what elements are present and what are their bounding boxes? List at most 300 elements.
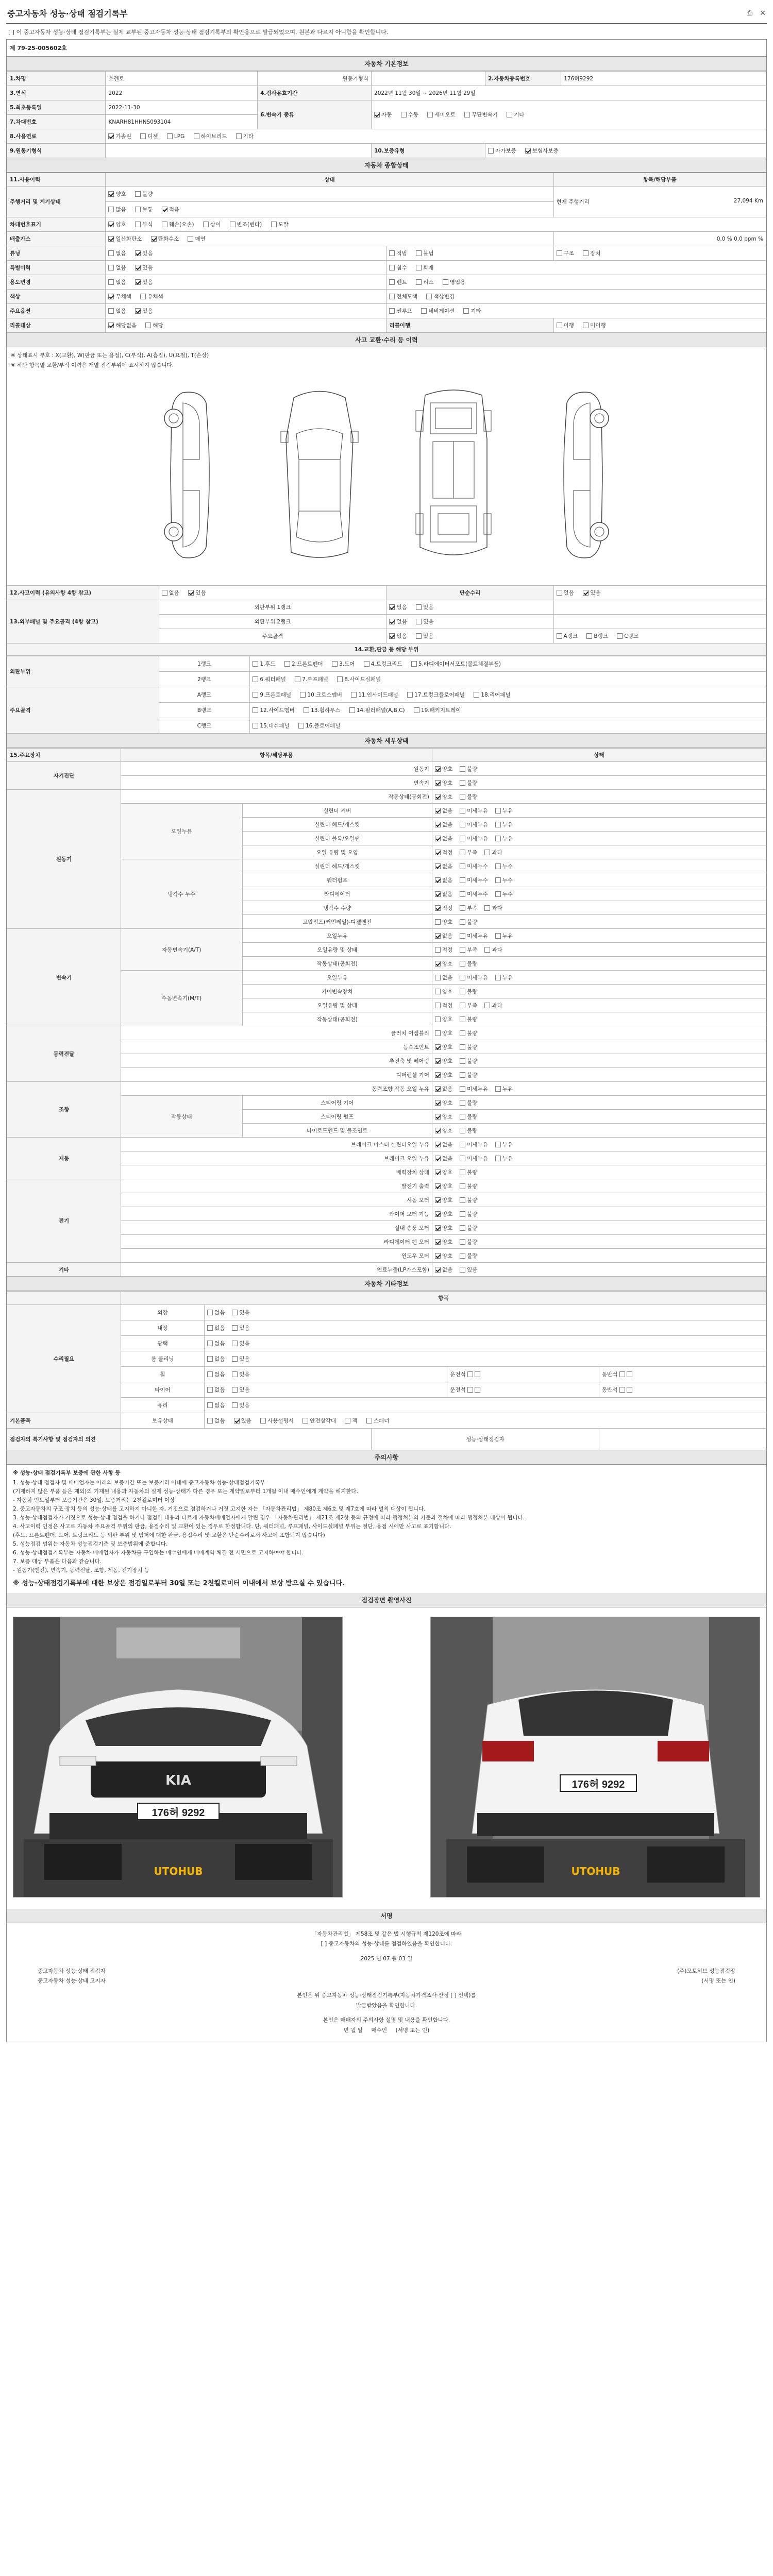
detail-item: 오일유량 및 상태 — [242, 998, 432, 1012]
basic-label: 1.차명 — [7, 72, 106, 86]
detail-item: 기어변속장치 — [242, 985, 432, 998]
checkbox — [460, 1156, 465, 1161]
checkbox — [435, 1267, 441, 1273]
document-title: 중고자동차 성능·상태 점검기록부 — [7, 9, 128, 19]
overall-row-label: 특별이력 — [7, 261, 106, 275]
notes-item: 6. 성능·상태점검기록부는 자동차 매매업자가 자동차를 구입하는 매수인에게 매매계약 체결 전 서면으로 고지하여야 합니다. — [13, 1550, 304, 1556]
detail-state: 양호 불량 — [432, 1026, 766, 1040]
basic-label: 9.원동기형식 — [7, 144, 106, 158]
detail-row — [7, 1082, 766, 1096]
detail-row — [7, 1263, 766, 1277]
basic-value: 2022 — [106, 86, 258, 100]
detail-subgroup: 작동상태 — [121, 1096, 242, 1138]
detail-status-table: 15.주요장치 항목/해당부품 상태 자기진단 원동기 양호 불량 변속기 양호 불량 원동기 작동상태(공회전) 양호 불량 오일누유 실린더 커버 없음 미세누유 누유 실린더 헤드/개스킷 없음 미세누유 누유 실린더 블록/오일팬 없음 미세누유 누유 오일 유량 및 오염 적정 부족 과다 냉각수 누수 실린더 헤드/개스킷 없음 미세누수 누수 워터펌프 없음 미세누수 누수 라디에이터 없음 미세누수 누수 냉각수 수량 적정 부족 과다 고압펌프(커먼레일)-디젤엔진 양호 불량 변속기 자동변속기(A/T) 오일누유 없음 미세누유 누유 오일유량 및 상태 적정 부족 과다 작동상태(공회전) 양호 불량 수동변속기(M/T) 오일누유 없음 미세누유 누유 기어변속장치 양호 불량 오일유량 및 상태 적정 부족 과다 작동상태(공회전) 양호 불량 동력전달 클러치 어셈블리 양호 불량 등속조인트 양호 불량 추진축 및 베어링 양호 불량 디퍼렌셜 기어 양호 불량 조향 동력조향 작동 오일 누유 없음 미세누유 누유 작동상태 스티어링 기어 양호 불량 스티어링 펌프 양호 불량 타이로드엔드 및 볼조인트 양호 불량 제동 브레이크 마스터 실린더오일 누유 없음 미세누유 누유 브레이크 오일 누유 없음 미세누유 누유 배력장치 상태 양호 불량 전기 발전기 출력 양호 불량 시동 모터 양호 불량 와이퍼 모터 기능 양호 불량 실내 송풍 모터 양호 불량 라디에이터 팬 모터 양호 불량 윈도우 모터 양호 불량 기타 연료누출(LP가스포함) 없음 있음 — [7, 748, 766, 1277]
detail-row — [7, 1221, 766, 1235]
overall-row-label: 주요옵션 — [7, 304, 106, 318]
overall-head: 11.사용이력 — [7, 173, 106, 187]
checkbox — [435, 1030, 441, 1036]
detail-state: 없음 미세누유 누유 — [432, 971, 766, 985]
accident-label: 12.사고이력 (유의사항 4항 참고) — [7, 586, 159, 600]
detail-state: 양호 불량 — [432, 776, 766, 790]
checkbox — [435, 1086, 441, 1092]
checkbox — [484, 1003, 490, 1008]
checkbox — [525, 148, 531, 154]
checkbox — [460, 863, 465, 869]
basic-value: 176허9292 — [561, 72, 766, 86]
detail-group: 변속기 — [7, 929, 121, 1026]
repair-label: 단순수리 — [386, 586, 553, 600]
detail-item: 배력장치 상태 — [121, 1165, 432, 1179]
detail-item: 등속조인트 — [121, 1040, 432, 1054]
checkbox — [460, 933, 465, 939]
checkbox — [435, 891, 441, 897]
checkbox — [435, 780, 441, 786]
detail-state: 양호 불량 — [432, 1124, 766, 1138]
checkbox — [460, 1044, 465, 1050]
checkbox — [460, 1239, 465, 1245]
basic-value — [106, 144, 372, 158]
checkbox — [460, 877, 465, 883]
detail-item: 타이로드엔드 및 볼조인트 — [242, 1124, 432, 1138]
detail-item: 스티어링 기어 — [242, 1096, 432, 1110]
photos-section — [7, 1607, 766, 1909]
detail-item: 실린더 커버 — [242, 804, 432, 818]
inspector-name: (주)모토허브 성능점검장 — [677, 1968, 735, 1974]
detail-item: 실린더 헤드/개스킷 — [242, 859, 432, 873]
front-plate: 176허 9292 — [137, 1803, 220, 1820]
detail-item: 변속기 — [121, 776, 432, 790]
detail-subgroup: 수동변속기(M/T) — [121, 971, 242, 1026]
overall-status-table: 11.사용이력 상태 항목/해당부품 주행거리 및 계기상태 양호 불량 현재 주행거리 27,094 Km 많음 보통 적음 차대번호표기 양호 부식 훼손(오손) 상이 변조(변타) 도말 배출가스 일산화탄소 탄화수소 매연 0.0 % 0.0 ppm % 튜닝 없음 있음 적법 불법 구조 장치 특별이력 없음 있음 침수 화재 용도변경 없음 있음 렌트 리스 영업용 색상 무채색 유채색 전체도색 색상변경 주요옵션 없음 있음 썬루프 네비게이션 기타 리콜대상 해당없음 해당 리콜이행 이행 미이행 — [7, 173, 766, 333]
checkbox — [435, 1044, 441, 1050]
checkbox — [135, 207, 141, 212]
checkbox — [484, 905, 490, 911]
detail-item: 연료누출(LP가스포함) — [121, 1263, 432, 1277]
checkbox — [460, 1086, 465, 1092]
detail-row — [7, 1054, 766, 1068]
checkbox — [495, 975, 501, 980]
detail-group: 원동기 — [7, 790, 121, 929]
checkbox — [435, 961, 441, 967]
detail-row — [7, 1179, 766, 1193]
checkbox — [460, 850, 465, 855]
checkbox — [460, 1016, 465, 1022]
checkbox — [435, 1239, 441, 1245]
checkbox — [435, 1003, 441, 1008]
sign-date: 2025 년 07 월 03 일 — [360, 1955, 413, 1962]
checkbox — [374, 112, 380, 117]
notes-item: 4. 사고이력 인정은 사고로 자동차 주요골격 부위의 판금, 용접수리 및 교환이 있는 경우로 한정합니다. 단, 쿼터패널, 루프패널, 사이드실패널 부위는 절단, 용접 시에만 사고로 표기합니다. — [13, 1523, 451, 1530]
detail-state: 적정 부족 과다 — [432, 845, 766, 859]
detail-item: 라디에이터 — [242, 887, 432, 901]
notes-head: ※ 성능·상태 점검기록부 보증에 관한 사항 등 — [13, 1470, 121, 1476]
detail-item: 작동상태(공회전) — [242, 1012, 432, 1026]
checkbox — [460, 1225, 465, 1231]
checkbox — [401, 112, 407, 117]
title-bar — [6, 3, 767, 24]
checkbox — [435, 1197, 441, 1203]
checkbox — [460, 1058, 465, 1064]
detail-row — [7, 1165, 766, 1179]
buyer-sign-line: 년 월 일 매수인 (서명 또는 인) — [343, 2027, 430, 2033]
overall-row-label: 차대번호표기 — [7, 217, 106, 232]
detail-row — [7, 804, 766, 818]
detail-item: 추진축 및 베어링 — [121, 1054, 432, 1068]
car-right-side-icon — [544, 382, 621, 568]
checkbox — [435, 766, 441, 772]
detail-row — [7, 790, 766, 804]
emission-values: 0.0 % 0.0 ppm % — [553, 232, 766, 246]
notes-item: 2. 중고자동차의 구조·장치 등의 성능·상태를 고지하지 아니한 자, 거짓으로 점검하거나 거짓 고지한 자는 「자동차관리법」 제80조 제6호 및 제7호에 따라 벌칙 대상이 됩니다. — [13, 1506, 426, 1512]
detail-item: 원동기 — [121, 762, 432, 776]
checkbox — [435, 822, 441, 827]
checkbox — [460, 1114, 465, 1120]
damage-legend-line: ※ 하단 항목별 교환/부식 이력은 개별 점검부위에 표시하지 않습니다. — [11, 362, 174, 368]
checkbox — [495, 863, 501, 869]
checkbox — [435, 947, 441, 953]
overall-row-label: 리콜대상 — [7, 318, 106, 333]
detail-state: 없음 미세누수 누수 — [432, 887, 766, 901]
basic-label: 5.최초등록일 — [7, 100, 106, 115]
checkbox — [495, 1156, 501, 1161]
checkbox — [435, 1225, 441, 1231]
detail-item: 시동 모터 — [121, 1193, 432, 1207]
damage-legend-line: ※ 상태표시 부호 : X(교환), W(판금 또는 용접), C(부식), A(흠집), U(요철), T(손상) — [11, 352, 209, 359]
detail-item: 브레이크 오일 누유 — [121, 1151, 432, 1165]
svg-text:KIA: KIA — [165, 1773, 191, 1789]
parts-table: 외판부위 1랭크 1.후드 2.프론트펜더 3.도어 4.트렁크리드 5.라디에이터서포트(볼트체결부품) 2랭크 6.쿼터패널 7.루프패널 8.사이드실패널 주요골격 A랭크 9.프론트패널 10.크로스멤버 11.인사이드패널 17.트렁크플로어패널 18.리어패널 B랭크 12.사이드멤버 13.휠하우스 14.필러패널(A,B,C) 19.패키지트레이 C랭크 15.대쉬패널 16.플로어패널 — [7, 656, 766, 734]
checkbox — [435, 863, 441, 869]
detail-state: 없음 미세누유 누유 — [432, 1151, 766, 1165]
detail-state: 적정 부족 과다 — [432, 901, 766, 915]
detail-item: 고압펌프(커먼레일)-디젤엔진 — [242, 915, 432, 929]
checkbox — [460, 1267, 465, 1273]
notes-item: - 자동차 인도일부터 보증기간은 30일, 보증거리는 2천킬로미터 이상 — [13, 1497, 175, 1503]
basic-info-title: 자동차 기본정보 — [7, 57, 766, 71]
notes-footer: ※ 성능·상태점검기록부에 대한 보상은 점검일로부터 30일 또는 2천킬로미터 이내에서 보상 받으실 수 있습니다. — [13, 1580, 345, 1587]
checkbox — [495, 836, 501, 841]
detail-state: 양호 불량 — [432, 1179, 766, 1193]
basic-value: 쏘렌토 — [106, 72, 258, 86]
car-underbody-icon — [410, 382, 497, 568]
document-number: 제 79-25-005602호 — [10, 45, 67, 52]
checkbox — [435, 1100, 441, 1106]
detail-row — [7, 1026, 766, 1040]
detail-state: 양호 불량 — [432, 915, 766, 929]
checkbox — [495, 808, 501, 814]
mileage-value-cell: 현재 주행거리 27,094 Km — [553, 187, 766, 217]
basic-label: 7.차대번호 — [7, 115, 106, 129]
checkbox — [460, 1003, 465, 1008]
checkbox — [435, 1058, 441, 1064]
detail-state: 양호 불량 — [432, 1096, 766, 1110]
rear-plate: 176허 9292 — [560, 1774, 637, 1792]
detail-row — [7, 1207, 766, 1221]
checkbox — [435, 933, 441, 939]
notifier-row: 중고자동차 성능·상태 고지자 (서명 또는 인) — [38, 1977, 735, 1984]
overall-status-title: 자동차 종합상태 — [7, 158, 766, 173]
detail-state: 양호 불량 — [432, 1221, 766, 1235]
checkbox — [108, 207, 114, 212]
detail-status-title: 자동차 세부상태 — [7, 734, 766, 748]
detail-state: 없음 미세누유 누유 — [432, 818, 766, 832]
checkbox — [460, 1072, 465, 1078]
recall-label: 리콜이행 — [386, 318, 553, 333]
checkbox — [464, 112, 470, 117]
checkbox — [435, 1170, 441, 1175]
checkbox — [236, 133, 242, 139]
checkbox — [495, 891, 501, 897]
detail-item: 브레이크 마스터 실린더오일 누유 — [121, 1138, 432, 1151]
detail-group: 기타 — [7, 1263, 121, 1277]
detail-state: 양호 불량 — [432, 1040, 766, 1054]
checkbox — [435, 1142, 441, 1147]
checkbox — [140, 133, 146, 139]
notes-item: (기재하지 않은 부품 등은 제외)의 기재된 내용과 자동차의 실제 성능·상태가 다른 경우 또는 계약일로부터 1개월 이내 매수인에게 계약을 해지한다. — [13, 1488, 358, 1495]
detail-row — [7, 1096, 766, 1110]
detail-row — [7, 1193, 766, 1207]
detail-item: 실린더 헤드/개스킷 — [242, 818, 432, 832]
checkbox — [435, 1183, 441, 1189]
detail-state: 양호 불량 — [432, 1235, 766, 1249]
checkbox — [435, 989, 441, 994]
detail-state: 양호 불량 — [432, 1165, 766, 1179]
detail-row — [7, 1235, 766, 1249]
checkbox — [460, 961, 465, 967]
detail-item: 스티어링 펌프 — [242, 1110, 432, 1124]
document-number-row — [7, 40, 766, 57]
detail-state: 양호 불량 — [432, 1110, 766, 1124]
detail-group: 조향 — [7, 1082, 121, 1138]
detail-item: 실린더 블록/오일팬 — [242, 832, 432, 845]
checkbox — [435, 836, 441, 841]
title-icons — [747, 9, 766, 18]
detail-item: 와이퍼 모터 기능 — [121, 1207, 432, 1221]
checkbox — [460, 1100, 465, 1106]
checkbox — [495, 1086, 501, 1092]
inspector-row: 중고자동차 성능·상태 점검자 (주)모토허브 성능점검장 — [38, 1968, 735, 1974]
transmission-options: 자동 수동 세미오토 무단변속기 기타 — [372, 100, 766, 129]
detail-state: 양호 불량 — [432, 985, 766, 998]
checkbox — [435, 1211, 441, 1217]
basic-label: 10.보증유형 — [372, 144, 485, 158]
checkbox — [108, 133, 114, 139]
checkbox — [495, 822, 501, 827]
detail-row — [7, 776, 766, 790]
lift-brand-text: UTOHUB — [154, 1865, 203, 1878]
record-container — [6, 39, 767, 2042]
basic-label: 2.자동차등록번호 — [485, 72, 561, 86]
checkbox — [460, 1211, 465, 1217]
mileage-km: 27,094 Km — [733, 198, 763, 204]
detail-state: 양호 불량 — [432, 1193, 766, 1207]
car-left-side-icon — [152, 382, 229, 568]
checkbox — [460, 1183, 465, 1189]
checkbox — [435, 1072, 441, 1078]
other-info-title: 자동차 기타정보 — [7, 1277, 766, 1291]
detail-state: 없음 있음 — [432, 1263, 766, 1277]
warranty-options: 자가보증 보험사보증 — [485, 144, 766, 158]
overall-row-label: 색상 — [7, 290, 106, 304]
rear-photo — [430, 1617, 760, 1897]
checkbox — [488, 148, 494, 154]
buyer-confirm: 본인은 위 중고자동차 성능·상태점검기록부(자동차가격조사·산정 [ ] 선택)를 발급받았음을 확인합니다. 본인은 매매자의 주의사항 설명 및 내용을 확인합니다. 년 월 일 매수인 (서명 또는 인) — [7, 1986, 766, 2042]
detail-item: 실내 송풍 모터 — [121, 1221, 432, 1235]
checkbox — [435, 975, 441, 980]
overall-row-label: 튜닝 — [7, 246, 106, 261]
basic-label: 원동기형식 — [258, 72, 372, 86]
basic-value: KNARH81HHNS093104 — [106, 115, 258, 129]
checkbox — [460, 947, 465, 953]
detail-item: 윈도우 모터 — [121, 1249, 432, 1263]
detail-state: 양호 불량 — [432, 1068, 766, 1082]
detail-state: 없음 미세누유 누유 — [432, 1082, 766, 1096]
checkbox — [435, 1016, 441, 1022]
accident-table: 12.사고이력 (유의사항 4항 참고) 없음 있음 단순수리 없음 있음 13.외부패널 및 주요골격 (4항 참고) 외판부위 1랭크 없음 있음 외판부위 2랭크 없음 있음 주요골격 없음 있음 A랭크 B랭크 C랭크 14.교환,판금 등 해당 부위 — [7, 585, 766, 656]
overall-row-label: 용도변경 — [7, 275, 106, 290]
detail-item: 클러치 어셈블리 — [121, 1026, 432, 1040]
detail-item: 워터펌프 — [242, 873, 432, 887]
detail-group: 전기 — [7, 1179, 121, 1263]
checkbox — [460, 919, 465, 925]
checkbox — [460, 975, 465, 980]
detail-item: 오일유량 및 상태 — [242, 943, 432, 957]
checkbox — [460, 780, 465, 786]
checkbox — [427, 112, 433, 117]
checkbox — [435, 1253, 441, 1259]
checkbox — [135, 191, 141, 197]
notes-item: 1. 성능·상태 점검자 및 매매업자는 아래의 보증기간 또는 보증거리 이내에 중고자동차 성능·상태점검기록부 — [13, 1480, 265, 1486]
detail-state: 없음 미세누수 누수 — [432, 859, 766, 873]
mileage-options: 양호 불량 — [106, 187, 553, 202]
basic-info-table — [7, 71, 766, 158]
overall-head: 항목/해당부품 — [553, 173, 766, 187]
checkbox — [460, 794, 465, 800]
detail-subgroup: 오일누유 — [121, 804, 242, 859]
detail-state: 적정 부족 과다 — [432, 998, 766, 1012]
basic-label: 4.검사유효기간 — [258, 86, 372, 100]
checkbox — [460, 766, 465, 772]
checkbox — [460, 808, 465, 814]
detail-row — [7, 929, 766, 943]
checkbox — [167, 133, 173, 139]
detail-state: 양호 불량 — [432, 1054, 766, 1068]
checkbox — [435, 1114, 441, 1120]
checkbox — [460, 891, 465, 897]
checkbox — [507, 112, 512, 117]
detail-item: 냉각수 수량 — [242, 901, 432, 915]
front-photo — [13, 1617, 343, 1897]
detail-item: 오일누유 — [242, 929, 432, 943]
sign-title: 서명 — [7, 1909, 766, 1923]
detail-group: 자기진단 — [7, 762, 121, 790]
print-icon[interactable]: ⎙ — [747, 9, 753, 18]
checkbox — [460, 1030, 465, 1036]
close-icon[interactable]: ✕ — [760, 9, 766, 18]
detail-group: 동력전달 — [7, 1026, 121, 1082]
notes-section — [7, 1465, 766, 1593]
checkbox — [460, 989, 465, 994]
notes-title: 주의사항 — [7, 1450, 766, 1465]
notes-item: 7. 보증 대상 부품은 다음과 같습니다. — [13, 1558, 102, 1565]
basic-value: 2022-11-30 — [106, 100, 258, 115]
checkbox — [460, 1170, 465, 1175]
notes-item: 5. 성능점검 범위는 자동차 성능점검기준 및 보증범위에 준합니다. — [13, 1541, 168, 1547]
checkbox — [460, 1142, 465, 1147]
damage-history-title: 사고 교환·수리 등 이력 — [7, 333, 766, 347]
detail-item: 오일 유량 및 오염 — [242, 845, 432, 859]
detail-row — [7, 1138, 766, 1151]
detail-item: 오일누유 — [242, 971, 432, 985]
mileage-state-options: 많음 보통 적음 — [106, 202, 553, 217]
detail-state: 양호 불량 — [432, 762, 766, 776]
detail-status-body — [7, 762, 766, 1277]
basic-value — [372, 72, 485, 86]
detail-state: 양호 불량 — [432, 957, 766, 971]
damage-legend — [7, 347, 766, 371]
detail-item: 라디에이터 팬 모터 — [121, 1235, 432, 1249]
checkbox — [435, 877, 441, 883]
checkbox — [460, 822, 465, 827]
checkbox — [460, 1253, 465, 1259]
checkbox — [495, 877, 501, 883]
checkbox — [484, 947, 490, 953]
checkbox — [435, 1128, 441, 1133]
lift-brand-text: UTOHUB — [571, 1865, 620, 1878]
checkbox — [460, 1128, 465, 1133]
detail-state: 양호 불량 — [432, 790, 766, 804]
notice-text: [ ] 이 중고자동차 성능·상태 점검기록부는 실제 교부된 중고자동차 성능·상태 점검기록부의 확인용으로 발급되었으며, 원본과 다르지 아니함을 확인합니다. — [8, 29, 389, 36]
checkbox — [435, 1156, 441, 1161]
detail-subgroup: 자동변속기(A/T) — [121, 929, 242, 971]
detail-item: 작동상태(공회전) — [121, 790, 432, 804]
notes-item: - 원동기(엔진), 변속기, 동력전달, 조향, 제동, 전기장치 등 — [13, 1567, 150, 1573]
photos-title: 점검장면 촬영사진 — [7, 1593, 766, 1607]
checkbox — [495, 933, 501, 939]
notes-item: 3. 성능·상태점검자가 거짓으로 성능·상태 점검을 하거나 점검한 내용과 다르게 자동차매매업자에게 알린 경우 「자동차관리법」 제21조 제2항 등의 규정에 따라 행정처분의 기준과 절차에 따라 행정처분 대상이 됩니다. — [13, 1515, 525, 1521]
detail-item: 동력조향 작동 오일 누유 — [121, 1082, 432, 1096]
checkbox — [194, 133, 199, 139]
detail-item: 발전기 출력 — [121, 1179, 432, 1193]
parts-title: 14.교환,판금 등 해당 부위 — [7, 643, 766, 656]
checkbox — [435, 905, 441, 911]
detail-state: 없음 미세누수 누수 — [432, 873, 766, 887]
basic-label: 3.연식 — [7, 86, 106, 100]
checkbox — [484, 850, 490, 855]
checkbox — [495, 1142, 501, 1147]
mileage-label: 주행거리 및 계기상태 — [7, 187, 106, 217]
detail-state: 없음 미세누유 누유 — [432, 832, 766, 845]
checkbox — [460, 1197, 465, 1203]
detail-row — [7, 762, 766, 776]
checkbox — [460, 836, 465, 841]
detail-row — [7, 971, 766, 985]
detail-item: 작동상태(공회전) — [242, 957, 432, 971]
detail-row — [7, 859, 766, 873]
detail-row — [7, 1068, 766, 1082]
detail-row — [7, 1249, 766, 1263]
basic-label: 6.변속기 종류 — [258, 100, 372, 129]
car-top-view-icon — [276, 382, 363, 568]
detail-state: 적정 부족 과다 — [432, 943, 766, 957]
detail-state: 양호 불량 — [432, 1012, 766, 1026]
detail-row — [7, 1151, 766, 1165]
other-info-table: 항목 수리필요 외장 없음 있음 내장 없음 있음 광택 없음 있음 룸 클리닝 없음 있음 휠 없음 있음 운전석 동반석 타이어 없음 있음 운전석 동반석 유리 없음 있음 기본품목 보유상태 없음 있음 사용설명서 안전삼각대 잭 스패너 점검자의 특기사항 및 점검자의 의견 성능·상태점검자 — [7, 1291, 766, 1450]
checkbox — [108, 191, 114, 197]
detail-item: 디퍼렌셜 기어 — [121, 1068, 432, 1082]
detail-state: 양호 불량 — [432, 1207, 766, 1221]
checkbox — [435, 794, 441, 800]
